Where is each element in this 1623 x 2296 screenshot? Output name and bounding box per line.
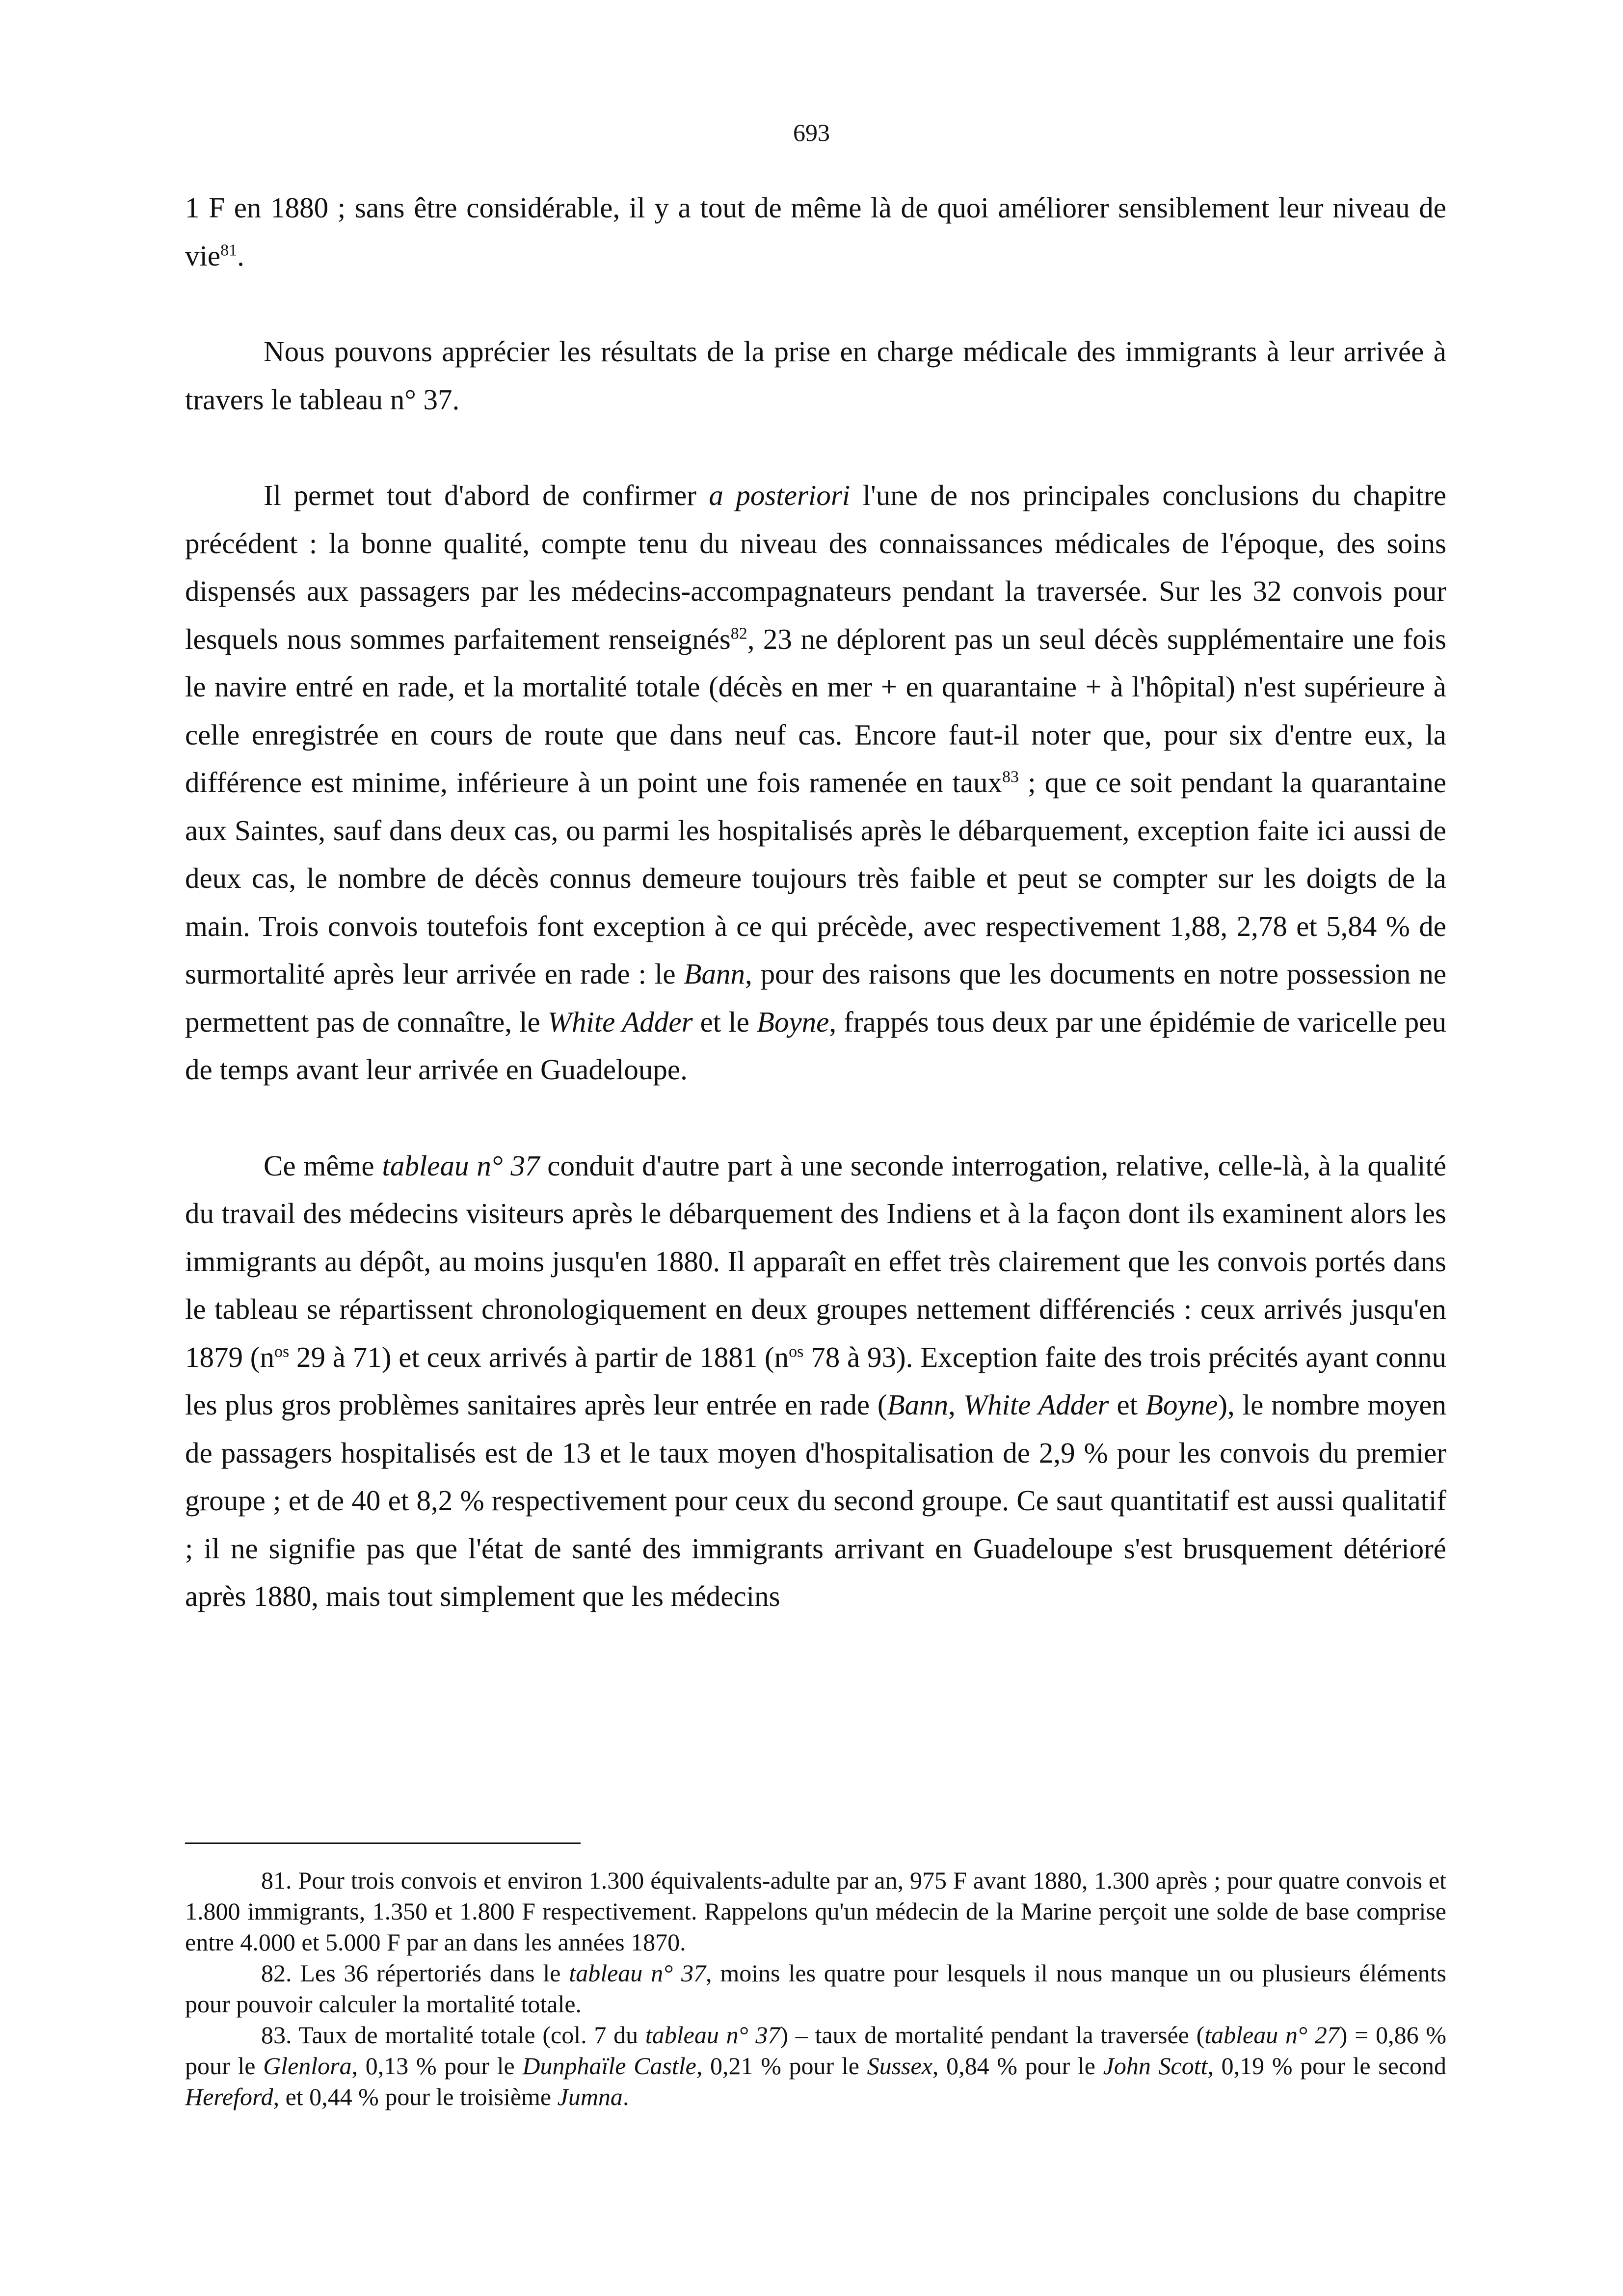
footnotes — [185, 1865, 1446, 2112]
italic-text: Boyne — [756, 1005, 829, 1038]
italic-text: Hereford — [185, 2083, 273, 2110]
italic-text: Dunphaïle Castle — [522, 2052, 696, 2080]
text-run: Il permet tout d'abord de confirmer — [264, 479, 709, 511]
text-run: ) = 0,86 % pour le — [185, 2021, 1446, 2080]
text-run: conduit d'autre part à une seconde interrogation, relative, celle-là, à la qualité du travail des médecins visiteurs après le débarquement des Indiens et à la façon dont ils examinent alors les immigrants au dépôt, au moins jusqu'en 1880. Il apparaît en effet très clairement que les convois portés dans le tableau se répartissent chronologiquement en deux groupes nettement différenciés : ceux arrivés jusqu'en 1879 (n — [185, 1149, 1446, 1373]
italic-text: tableau n° 37 — [569, 1959, 706, 1987]
footnote-divider — [185, 1842, 581, 1844]
italic-text: tableau n° 37 — [382, 1149, 540, 1182]
italic-text: tableau n° 37 — [645, 2021, 780, 2049]
text-run: , — [948, 1388, 963, 1421]
text-run: , pour des raisons que les documents en notre possession ne permettent pas de connaître, le — [185, 958, 1447, 1038]
text-run: 29 à 71) et ceux arrivés à partir de 1881 (n — [289, 1340, 789, 1373]
paragraph — [185, 328, 1446, 424]
italic-text: Sussex — [867, 2052, 932, 2080]
note-reference: 82 — [730, 624, 747, 642]
text-run: , 0,19 % pour le second — [1207, 2052, 1447, 2080]
note-reference: os — [274, 1342, 290, 1361]
italic-text: tableau n° 27 — [1204, 2021, 1339, 2049]
text-run: Nous pouvons apprécier les résultats de la prise en charge médicale des immigrants à leur arrivée à travers le tableau n° 37. — [185, 335, 1446, 416]
text-run: 83. Taux de mortalité totale (col. 7 du — [261, 2021, 645, 2049]
italic-text: Boyne — [1145, 1388, 1218, 1421]
text-run: l'une de nos principales conclusions du chapitre précédent : la bonne qualité, compte tenu du niveau des connaissances médicales de l'époque, des soins dispensés aux passagers par les médecins-accompagnateurs pendant la traversée. Sur les 32 convois pour lesquels nous sommes parfaitement renseignés — [185, 479, 1447, 655]
italic-text: a posteriori — [709, 479, 851, 511]
text-run: , et 0,44 % pour le troisième — [273, 2083, 558, 2110]
text-run: . — [237, 239, 244, 272]
text-run: , 0,13 % pour le — [351, 2052, 523, 2080]
text-run: , moins les quatre pour lesquels il nous manque un ou plusieurs éléments pour pouvoir calculer la mortalité totale. — [185, 1959, 1446, 2018]
note-reference: os — [789, 1342, 804, 1361]
footnote — [185, 1958, 1446, 2020]
text-run: ) – taux de mortalité pendant la traversée ( — [780, 2021, 1205, 2049]
footnote — [185, 1865, 1446, 1958]
footnote — [185, 2020, 1446, 2112]
text-run: 81. Pour trois convois et environ 1.300 équivalents-adulte par an, 975 F avant 1880, 1.300 après ; pour quatre convois et 1.800 immigrants, 1.350 et 1.800 F respectivement. Rappelons qu'un médecin de la Marine perçoit une solde de base comprise entre 4.000 et 5.000 F par an dans les années 1870. — [185, 1867, 1446, 1956]
italic-text: Glenlora — [263, 2052, 352, 2080]
text-run: et — [1109, 1388, 1145, 1421]
text-run: , 0,21 % pour le — [696, 2052, 867, 2080]
paragraph — [185, 472, 1446, 1094]
text-run: , 0,84 % pour le — [932, 2052, 1103, 2080]
italic-text: White Adder — [547, 1005, 693, 1038]
text-run: 1 F en 1880 ; sans être considérable, il y a tout de même là de quoi améliorer sensiblement leur niveau de vie — [185, 191, 1446, 272]
italic-text: Bann — [887, 1388, 949, 1421]
text-run: . — [622, 2083, 629, 2110]
text-run: 82. Les 36 répertoriés dans le — [261, 1959, 569, 1987]
paragraph — [185, 184, 1446, 280]
text-run: et le — [692, 1005, 757, 1038]
text-run: ), le nombre moyen de passagers hospitalisés est de 13 et le taux moyen d'hospitalisation de 2,9 % pour les convois du premier groupe ; et de 40 et 8,2 % respectivement pour ceux du second groupe. Ce saut quantitatif est aussi qualitatif ; il ne signifie pas que l'état de santé des immigrants arrivant en Guadeloupe s'est brusquement détérioré après 1880, mais tout simplement que les médecins — [185, 1388, 1446, 1612]
text-run: , 23 ne déplorent pas un seul décès supplémentaire une fois le navire entré en rade, et la mortalité totale (décès en mer + en quarantaine + à l'hôpital) n'est supérieure à celle enregistrée en cours de route que dans neuf cas. Encore faut-il noter que, pour six d'entre eux, la différence est minime, inférieure à un point une fois ramenée en taux — [185, 622, 1446, 799]
body-text — [185, 184, 1446, 1621]
text-run: ; que ce soit pendant la quarantaine aux Saintes, sauf dans deux cas, ou parmi les hospitalisés après le débarquement, exception faite ici aussi de deux cas, le nombre de décès connus demeure toujours très faible et peut se compter sur les doigts de la main. Trois convois toutefois font exception à ce qui précède, avec respectivement 1,88, 2,78 et 5,84 % de surmortalité après leur arrivée en rade : le — [185, 766, 1446, 990]
text-run: , frappés tous deux par une épidémie de varicelle peu de temps avant leur arrivée en Guadeloupe. — [185, 1005, 1446, 1086]
italic-text: White Adder — [963, 1388, 1109, 1421]
italic-text: John Scott — [1103, 2052, 1208, 2080]
text-run: Ce même — [264, 1149, 382, 1182]
page-number: 693 — [793, 119, 830, 146]
note-reference: 83 — [1002, 768, 1019, 786]
text-run: 78 à 93). Exception faite des trois précités ayant connu les plus gros problèmes sanitaires après leur entrée en rade ( — [185, 1340, 1446, 1421]
italic-text: Jumna — [557, 2083, 623, 2110]
italic-text: Bann — [684, 958, 745, 990]
paragraph — [185, 1142, 1446, 1621]
note-reference: 81 — [220, 240, 238, 259]
